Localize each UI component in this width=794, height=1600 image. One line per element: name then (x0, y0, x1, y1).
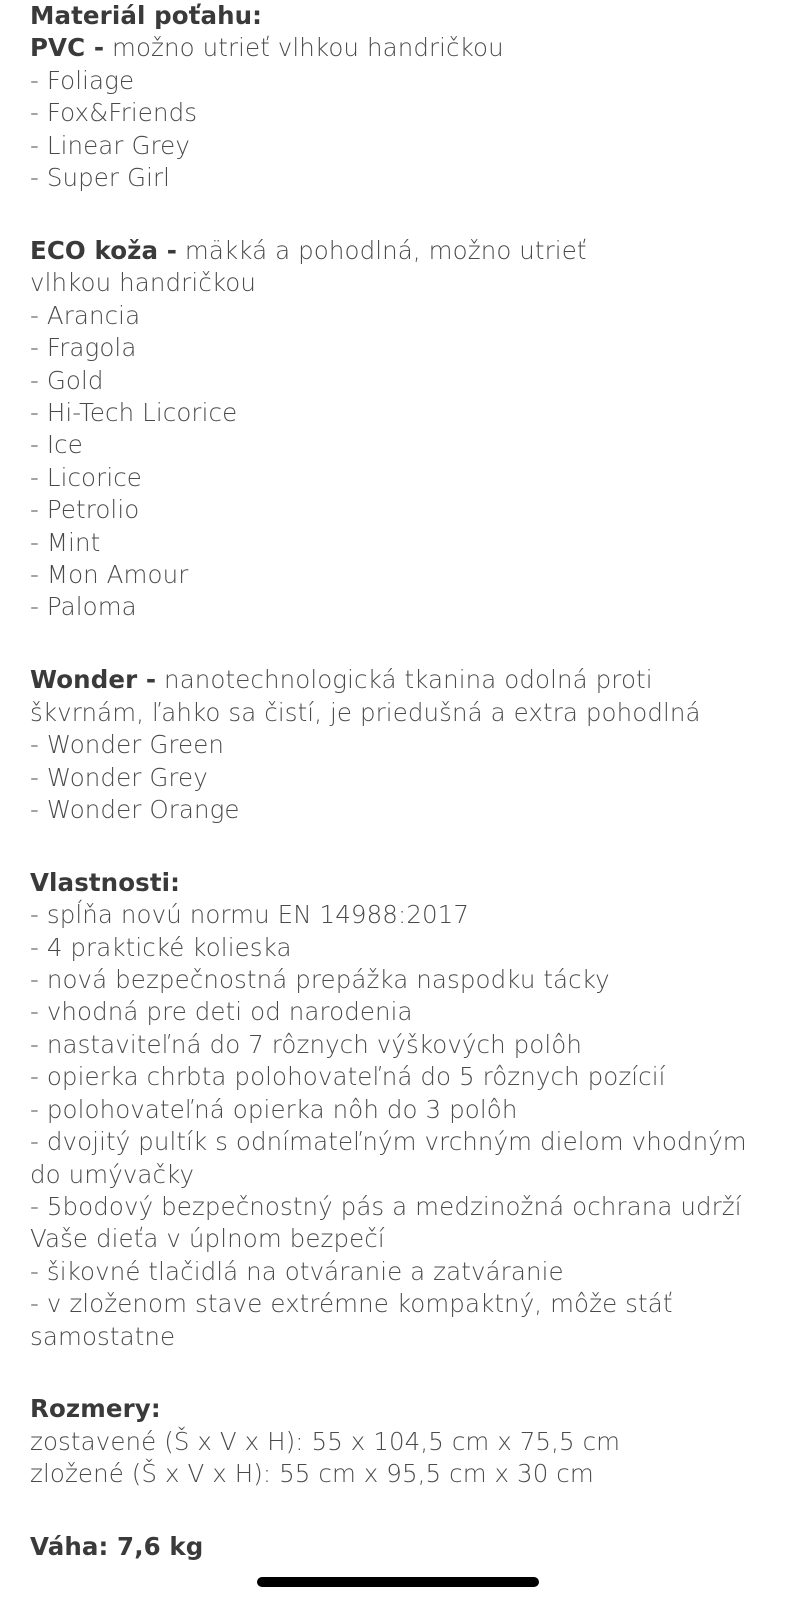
dimensions-heading: Rozmery: (30, 1394, 161, 1424)
list-item: - 4 praktické kolieska (30, 932, 292, 962)
list-item: - Fragola (30, 333, 137, 363)
list-item: - nastaviteľná do 7 rôznych výškových polôh (30, 1029, 582, 1059)
pvc-label: PVC - (30, 33, 105, 63)
list-item: - 5bodový bezpečnostný pás a medzinožná ochrana udrží Vaše dieťa v úplnom bezpečí (30, 1191, 742, 1254)
wonder-label: Wonder - (30, 665, 157, 695)
spacer (30, 1353, 770, 1394)
list-item: - Licorice (30, 462, 142, 492)
eco-label: ECO koža - (30, 235, 178, 265)
wonder-list (30, 729, 770, 826)
list-item: - v zloženom stave extrémne kompaktný, môže stáť samostatne (30, 1289, 673, 1351)
spacer (30, 624, 770, 665)
wonder-intro (30, 664, 730, 729)
eco-description: mäkká a pohodlná, možno utrieť vlhkou handričkou (30, 235, 587, 298)
list-item: - dvojitý pultík s odnímateľným vrchným dielom vhodným do umývačky (30, 1127, 747, 1189)
list-item: - Wonder Grey (30, 762, 208, 792)
list-item: - vhodná pre deti od narodenia (30, 997, 413, 1027)
list-item: - Paloma (30, 592, 137, 622)
wonder-description: nanotechnologická tkanina odolná proti škvrnám, ľahko sa čistí, je priedušná a extra pohodlná (30, 665, 701, 727)
spacer (30, 194, 770, 235)
pvc-description: možno utrieť vlhkou handričkou (104, 33, 504, 63)
list-item: - Arancia (30, 300, 141, 330)
list-item: - nová bezpečnostná prepážka naspodku tácky (30, 965, 610, 995)
material-heading: Materiál poťahu: (30, 1, 263, 30)
list-item: - Linear Grey (30, 130, 190, 160)
list-item: - Fox&Friends (30, 98, 198, 128)
list-item: - spĺňa novú normu EN 14988:2017 (30, 900, 470, 930)
features-heading: Vlastnosti: (30, 867, 181, 897)
eco-list (30, 300, 770, 624)
list-item: - opierka chrbta polohovateľná do 5 rôznych pozícií (30, 1062, 666, 1092)
pvc-list (30, 65, 770, 195)
spacer (30, 1491, 770, 1532)
features-list (30, 899, 770, 1353)
list-item: - Hi-Tech Licorice (30, 397, 238, 427)
list-item: - šikovné tlačidlá na otváranie a zatváranie (30, 1256, 564, 1286)
spacer (30, 826, 770, 867)
dimensions-folded: zložené (Š x V x H): 55 cm x 95,5 cm x 30 cm (30, 1459, 594, 1489)
list-item: - Wonder Green (30, 730, 225, 760)
eco-intro (30, 235, 670, 300)
dimensions-assembled: zostavené (Š x V x H): 55 x 104,5 cm x 75,5 cm (30, 1426, 621, 1456)
list-item: - Wonder Orange (30, 794, 240, 824)
weight-text: Váha: 7,6 kg (30, 1532, 204, 1562)
list-item: - polohovateľná opierka nôh do 3 polôh (30, 1094, 518, 1124)
list-item: - Mint (30, 527, 101, 557)
list-item: - Mon Amour (30, 560, 189, 589)
list-item: - Gold (30, 365, 104, 395)
product-description (30, 0, 770, 1564)
list-item: - Foliage (30, 65, 135, 95)
list-item: - Ice (30, 430, 83, 460)
list-item: - Petrolio (30, 495, 140, 525)
pvc-intro (30, 32, 770, 64)
home-indicator[interactable] (257, 1577, 539, 1587)
list-item: - Super Girl (30, 163, 171, 193)
